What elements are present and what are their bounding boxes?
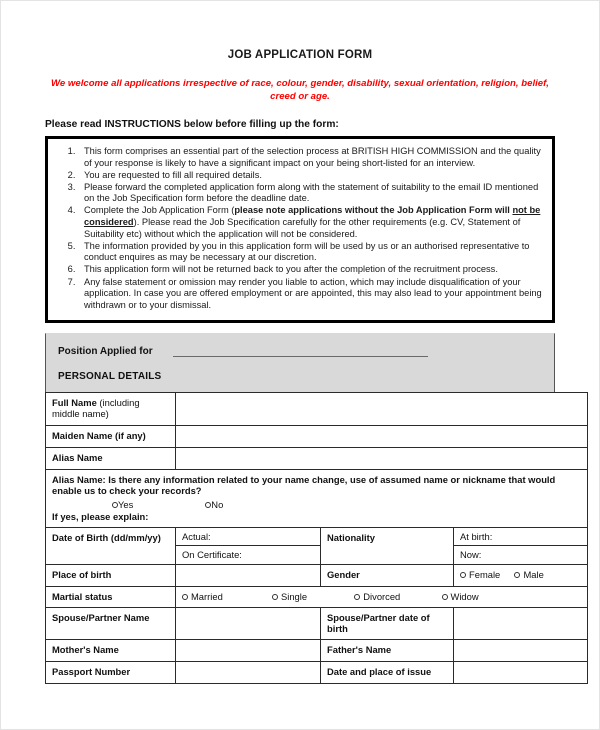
father-name-input[interactable]: [454, 639, 588, 661]
marital-radio-single-label: Single: [281, 591, 308, 603]
personal-details-table: [45, 392, 588, 684]
position-personal-band: [45, 333, 555, 392]
alias-question-text: Alias Name: Is there any information related to your name change, use of assumed name or nickname that would enable us to check your records?: [52, 473, 556, 497]
maiden-name-label: Maiden Name (if any): [46, 425, 176, 447]
marital-radio-widow-label: Widow: [450, 591, 479, 603]
passport-issue-label: Date and place of issue: [321, 661, 454, 683]
dob-actual-label: Actual:: [182, 530, 211, 542]
marital-radio-divorced[interactable]: [354, 591, 400, 603]
radio-circle-icon: [460, 572, 466, 578]
instruction-item-4-part-a: Complete the Job Application Form (: [84, 205, 235, 216]
alias-question-cell: [46, 469, 588, 527]
table-row-alias-question: [46, 469, 588, 527]
place-of-birth-label: Place of birth: [46, 564, 176, 586]
instructions-box: [45, 136, 555, 323]
table-row-marital-status: [46, 586, 588, 607]
instructions-list: [52, 146, 544, 311]
table-row-parents: [46, 639, 588, 661]
table-row-spouse: [46, 607, 588, 639]
nationality-at-birth-label: At birth:: [460, 530, 493, 542]
position-applied-label: Position Applied for: [58, 345, 153, 357]
table-row-dob-nationality: [46, 527, 588, 564]
full-name-label-bold: Full Name: [52, 396, 97, 408]
spouse-dob-input[interactable]: [454, 607, 588, 639]
alias-radio-yes-label: Yes: [118, 498, 134, 510]
marital-radio-divorced-label: Divorced: [363, 591, 401, 603]
passport-issue-input[interactable]: [454, 661, 588, 683]
radio-circle-icon: [182, 594, 188, 600]
gender-radio-female-label: Female: [469, 569, 501, 581]
dob-certificate-label: On Certificate:: [182, 549, 242, 561]
instruction-item-4-part-b: please note applications without the Job Application Form will: [234, 205, 513, 216]
dob-values-cell: [176, 527, 321, 564]
position-applied-input[interactable]: [173, 345, 428, 357]
personal-details-heading: PERSONAL DETAILS: [58, 370, 162, 382]
passport-number-label: Passport Number: [46, 661, 176, 683]
instruction-item-1: 1. This form comprises an essential part of the selection process at BRITISH HIGH COMMISSION and the quality of your response is likely to have a significant impact on your being short-listed for an interview.: [78, 146, 544, 169]
table-row-place-gender: [46, 564, 588, 586]
radio-circle-icon: [442, 594, 448, 600]
table-row-full-name: [46, 392, 588, 425]
instructions-lead-text: Please read INSTRUCTIONS below before filling up the form:: [45, 119, 339, 130]
nationality-now-field[interactable]: [454, 546, 587, 564]
alias-radio-group: [112, 499, 581, 511]
nationality-at-birth-field[interactable]: [454, 528, 587, 547]
full-name-input[interactable]: [176, 392, 588, 425]
position-applied-row: [58, 345, 554, 357]
dob-certificate-field[interactable]: [176, 546, 320, 564]
instruction-item-5: 5. The information provided by you in this application form will be used by us or an authorised representative to conduct enquires as may be necessary at our discretion.: [78, 241, 544, 264]
gender-radio-group: [454, 564, 588, 586]
instruction-item-6: 6. This application form will not be returned back to you after the completion of the recruitment process.: [78, 264, 544, 276]
place-of-birth-input[interactable]: [176, 564, 321, 586]
instruction-item-3: 3. Please forward the completed application form along with the statement of suitability to the email ID mentioned on the Job Specification form before the deadline date.: [78, 182, 544, 205]
marital-status-label: Martial status: [46, 586, 176, 607]
gender-radio-male-label: Male: [523, 569, 544, 581]
radio-circle-icon: [272, 594, 278, 600]
alias-radio-no-label: No: [211, 498, 224, 510]
alias-name-input[interactable]: [176, 447, 588, 469]
marital-radio-widow[interactable]: [442, 591, 479, 603]
instruction-item-4-part-c: not be considered: [84, 205, 541, 228]
dob-actual-field[interactable]: [176, 528, 320, 547]
page-inner: [1, 1, 599, 684]
alias-name-label: Alias Name: [46, 447, 176, 469]
nationality-now-label: Now:: [460, 549, 482, 561]
marital-radio-single[interactable]: [272, 591, 307, 603]
table-row-maiden-name: [46, 425, 588, 447]
marital-radio-group: [176, 586, 588, 607]
spouse-dob-label: Spouse/Partner date of birth: [321, 607, 454, 639]
equal-opportunity-statement: We welcome all applications irrespective of race, colour, gender, disability, sexual orientation, religion, belief, creed or age.: [51, 78, 549, 102]
table-row-passport: [46, 661, 588, 683]
alias-radio-no[interactable]: [205, 499, 223, 511]
radio-circle-icon: [354, 594, 360, 600]
instruction-item-7: 7. Any false statement or omission may render you liable to action, which may include disqualification of your application. In case you are offered employment or are appointed, this may also lead to your appointment being withdrawn or to your dismissal.: [78, 277, 544, 312]
alias-radio-yes[interactable]: [112, 499, 133, 511]
nationality-label: Nationality: [321, 527, 454, 564]
marital-radio-married-label: Married: [191, 591, 223, 603]
mother-name-label: Mother's Name: [46, 639, 176, 661]
page-title: JOB APPLICATION FORM: [227, 49, 373, 61]
marital-radio-married[interactable]: [182, 591, 223, 603]
passport-number-input[interactable]: [176, 661, 321, 683]
mother-name-input[interactable]: [176, 639, 321, 661]
full-name-label: [46, 392, 176, 425]
father-name-label: Father's Name: [321, 639, 454, 661]
gender-label: Gender: [321, 564, 454, 586]
spouse-name-input[interactable]: [176, 607, 321, 639]
maiden-name-input[interactable]: [176, 425, 588, 447]
gender-radio-female[interactable]: [460, 569, 500, 581]
spouse-name-label: Spouse/Partner Name: [46, 607, 176, 639]
dob-label: Date of Birth (dd/mm/yy): [46, 527, 176, 564]
instruction-item-2: 2. You are requested to fill all required details.: [78, 170, 544, 182]
radio-circle-icon: [514, 572, 520, 578]
nationality-values-cell: [454, 527, 588, 564]
gender-radio-male[interactable]: [514, 569, 543, 581]
alias-explain-label: If yes, please explain:: [52, 511, 149, 523]
table-row-alias-name: [46, 447, 588, 469]
instruction-item-4: [78, 205, 544, 240]
full-name-label-regular: (including middle name): [52, 396, 140, 420]
instruction-item-4-part-d: ). Please read the Job Specification carefully for the other requirements (e.g. CV, Statement of Suitability etc) without which the application will not be considered.: [84, 217, 521, 239]
